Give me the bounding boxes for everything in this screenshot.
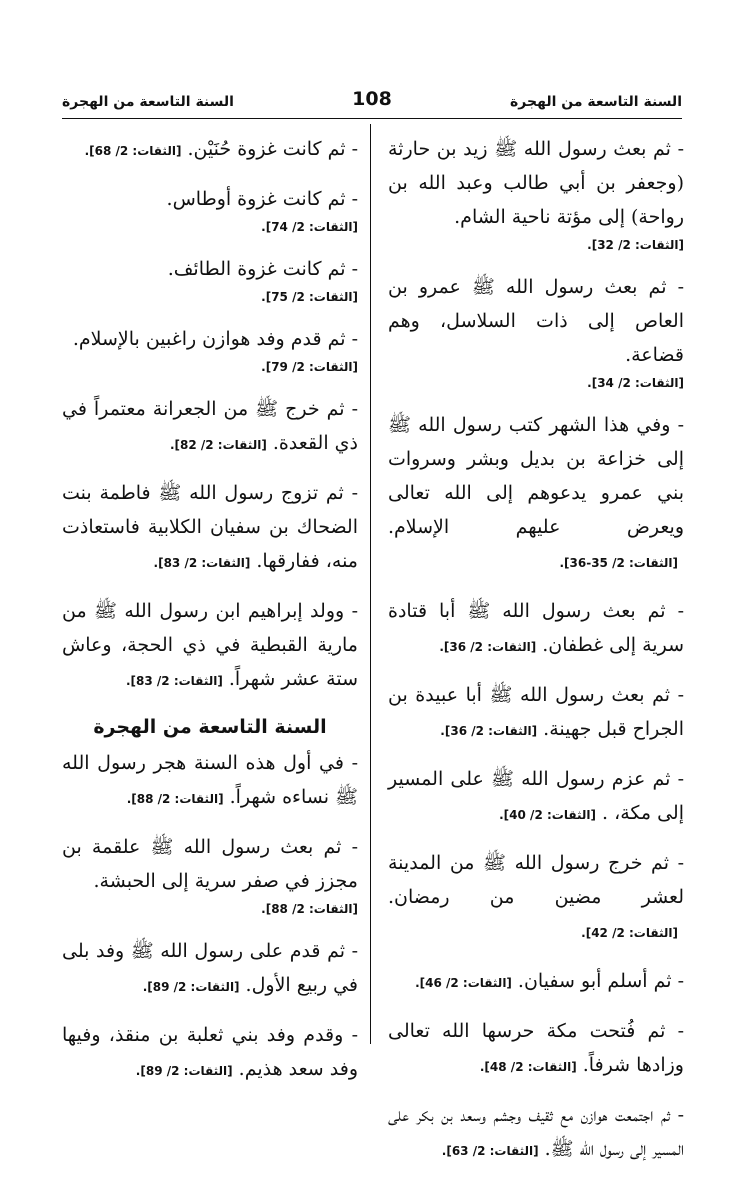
entry-text: - في أول هذه السنة هجر رسول الله ﷺ نساءه شهراً.	[62, 752, 358, 808]
entry	[62, 322, 358, 378]
entry	[388, 132, 684, 256]
citation: [الثقات: 2/ 32].	[587, 238, 684, 252]
entry-text: - ثم عزم رسول الله ﷺ على المسير إلى مكة، .	[388, 768, 684, 824]
entry-text: - ثم قدم وفد هوازن راغبين بالإسلام.	[72, 328, 358, 350]
entry	[62, 476, 358, 580]
entry	[62, 934, 358, 1004]
entry	[388, 678, 684, 748]
right-column	[388, 132, 684, 1182]
entry-text: - ثم بعث رسول الله ﷺ أبا قتادة سرية إلى غطفان.	[388, 600, 684, 656]
citation: [الثقات: 2/ 89].	[135, 1064, 233, 1078]
entry-text: - ثم بعث رسول الله ﷺ علقمة بن مجزز في صفر سرية إلى الحبشة.	[62, 836, 358, 892]
left-column	[62, 132, 358, 1102]
entry	[388, 1098, 684, 1168]
entry-text: - وفي هذا الشهر كتب رسول الله ﷺ إلى خزاعة بن بديل وبشر وسروات بني عمرو يدعوهم إلى الله تعالى ويعرض عليهم الإسلام.	[388, 414, 684, 538]
entry	[388, 270, 684, 394]
running-title-left: السنة التاسعة من الهجرة	[62, 94, 234, 110]
entry-text: - ثم خرج رسول الله ﷺ من المدينة لعشر مضين من رمضان.	[388, 852, 684, 908]
citation: [الثقات: 2/ 42].	[581, 926, 678, 940]
entry-text: - ثم قدم على رسول الله ﷺ وفد بلى في ربيع الأول.	[62, 940, 358, 996]
entry	[62, 594, 358, 698]
citation: [الثقات: 2/ 82].	[169, 438, 267, 452]
entry	[388, 408, 684, 580]
entry-text: - ثم تزوج رسول الله ﷺ فاطمة بنت الضحاك بن سفيان الكلابية فاستعاذت منه، ففارقها.	[62, 482, 358, 572]
citation: [الثقات: 2/ 74].	[261, 220, 358, 234]
entry	[62, 392, 358, 462]
citation: [الثقات: 2/ 40].	[499, 808, 596, 822]
entry-text: - وولد إبراهيم ابن رسول الله ﷺ من مارية القبطية في ذي الحجة، وعاش ستة عشر شهراً.	[62, 600, 358, 690]
citation: [الثقات: 2/ 89].	[142, 980, 240, 994]
entry-text: - ثم بعث رسول الله ﷺ عمرو بن العاص إلى ذات السلاسل، وهم قضاعة.	[388, 276, 684, 366]
entry	[62, 182, 358, 238]
citation: [الثقات: 2/ 35-36].	[559, 556, 678, 570]
entry	[62, 830, 358, 920]
entry-text: - ثم اجتمعت هوازن مع ثقيف وجشم وسعد بن بكر على المسير إلى رسول الله ﷺ.	[388, 1104, 684, 1160]
citation: [الثقات: 2/ 36].	[440, 724, 538, 738]
entry-text: - ثم بعث رسول الله ﷺ أبا عبيدة بن الجراح قبل جهينة.	[388, 684, 684, 740]
citation: [الثقات: 2/ 34].	[587, 376, 684, 390]
citation: [الثقات: 2/ 88].	[126, 792, 224, 806]
entry-text: - ثم أسلم أبو سفيان.	[517, 970, 684, 992]
section-title: السنة التاسعة من الهجرة	[93, 716, 327, 738]
page-header	[62, 88, 682, 119]
citation: [الثقات: 2/ 79].	[261, 360, 358, 374]
entry-text: - ثم خرج ﷺ من الجعرانة معتمراً في ذي القعدة.	[62, 398, 358, 454]
entry-text: - ثم بعث رسول الله ﷺ زيد بن حارثة (وجعفر بن أبي طالب وعبد الله بن رواحة) إلى مؤتة ناحية الشام.	[388, 138, 684, 228]
entry	[388, 964, 684, 1000]
entry	[388, 594, 684, 664]
citation: [الثقات: 2/ 88].	[261, 902, 358, 916]
citation: [الثقات: 2/ 63].	[441, 1144, 539, 1158]
citation: [الثقات: 2/ 83].	[153, 556, 251, 570]
column-divider	[370, 124, 371, 1044]
running-title-right: السنة التاسعة من الهجرة	[510, 94, 682, 110]
entry-text: - ثم كانت غزوة الطائف.	[167, 258, 358, 280]
entry	[388, 846, 684, 950]
page-number: 108	[352, 88, 392, 110]
entry-text: - وقدم وفد بني ثعلبة بن منقذ، وفيها وفد سعد هذيم.	[62, 1024, 358, 1080]
entry-text: - ثم كانت غزوة أوطاس.	[166, 188, 358, 210]
entry	[62, 252, 358, 308]
entry	[62, 132, 358, 168]
entry	[62, 746, 358, 816]
citation: [الثقات: 2/ 48].	[479, 1060, 577, 1074]
citation: [الثقات: 2/ 36].	[439, 640, 537, 654]
citation: [الثقات: 2/ 75].	[261, 290, 358, 304]
entry-text: - ثم فُتحت مكة حرسها الله تعالى وزادها شرفاً.	[388, 1020, 684, 1076]
citation: [الثقات: 2/ 46].	[415, 976, 512, 990]
entry-text: - ثم كانت غزوة حُنَيْن.	[187, 138, 358, 160]
entry	[388, 1014, 684, 1084]
entry	[388, 762, 684, 832]
citation: [الثقات: 2/ 68].	[84, 144, 182, 158]
citation: [الثقات: 2/ 83].	[125, 674, 223, 688]
entry	[62, 1018, 358, 1088]
